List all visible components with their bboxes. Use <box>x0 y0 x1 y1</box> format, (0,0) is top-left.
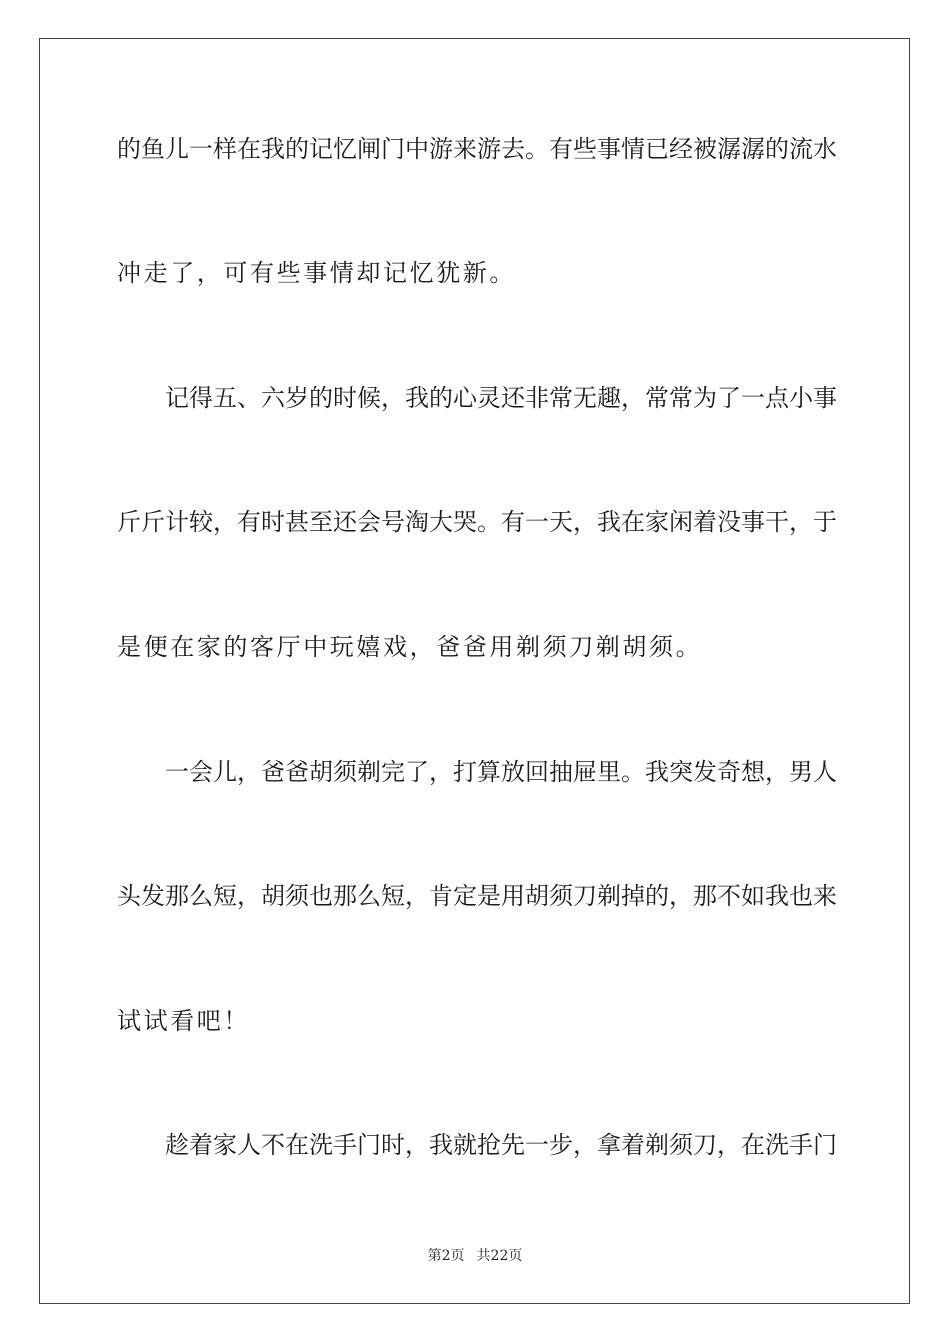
page-border <box>39 38 910 1304</box>
text-line-5: 是便在家的客厅中玩嬉戏，爸爸用剃须刀剃胡须。 <box>117 633 703 661</box>
text-line-3: 记得五、六岁的时候，我的心灵还非常无趣，常常为了一点小事 <box>117 384 837 412</box>
text-line-4: 斤斤计较，有时甚至还会号淘大哭。有一天，我在家闲着没事干，于 <box>117 508 837 536</box>
text-line-2: 冲走了，可有些事情却记忆犹新。 <box>117 259 516 287</box>
text-line-9: 趁着家人不在洗手门时，我就抢先一步，拿着剃须刀，在洗手门 <box>117 1131 837 1159</box>
page-total: 共22页 <box>476 1248 523 1264</box>
page-footer <box>0 1246 950 1266</box>
page-number: 第2页 <box>427 1248 465 1264</box>
text-line-1: 的鱼儿一样在我的记忆闸门中游来游去。有些事情已经被潺潺的流水 <box>117 135 837 163</box>
text-line-7: 头发那么短，胡须也那么短，肯定是用胡须刀剃掉的，那不如我也来 <box>117 882 837 910</box>
text-line-8: 试试看吧！ <box>117 1007 250 1035</box>
text-line-6: 一会儿，爸爸胡须剃完了，打算放回抽屉里。我突发奇想，男人 <box>117 758 837 786</box>
